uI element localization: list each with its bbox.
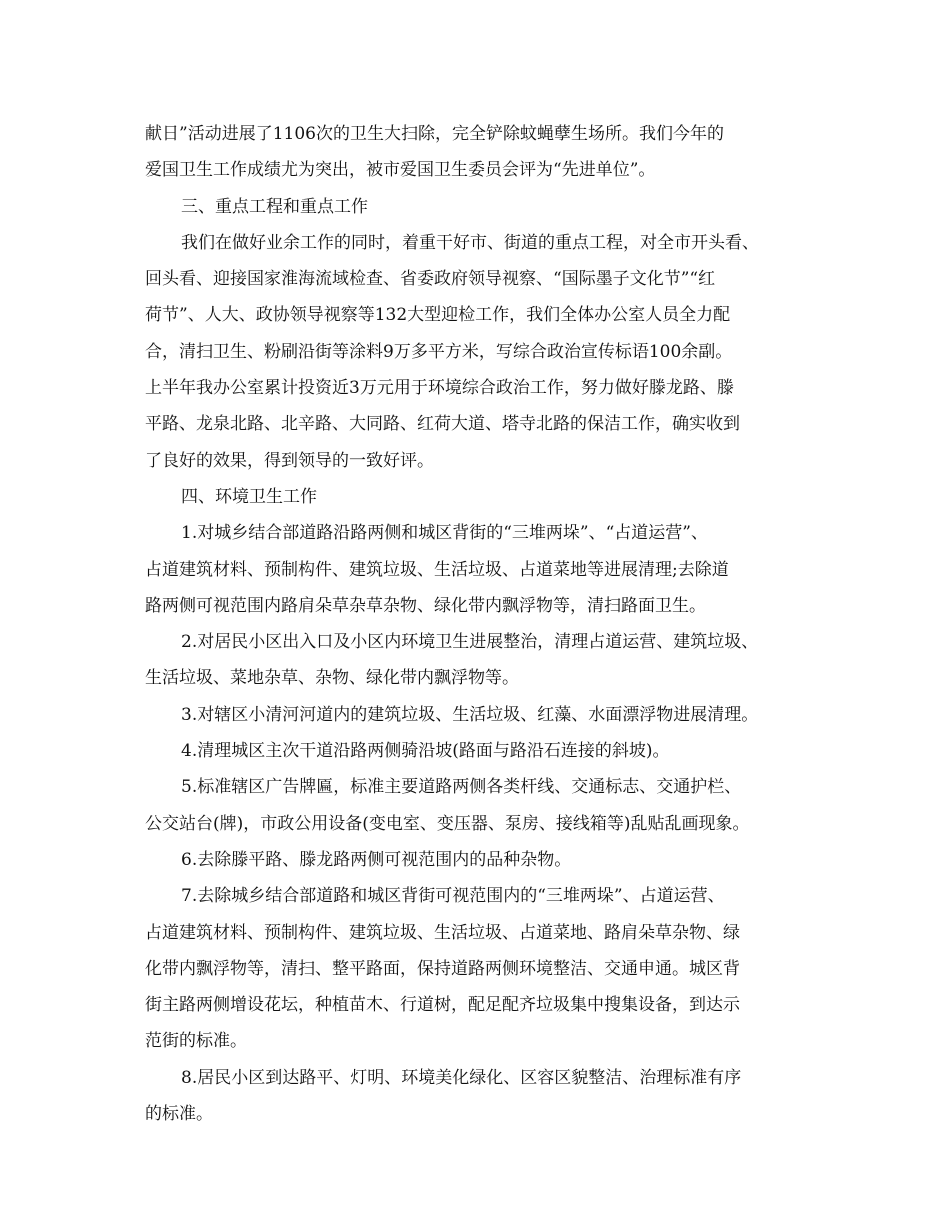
list-item-line: 公交站台(牌)，市政公用设备(变电室、变压器、泵房、接线箱等)乱贴乱画现象。 (145, 813, 750, 834)
list-item-line: 占道建筑材料、预制构件、建筑垃圾、生活垃圾、占道菜地等进展清理;去除道 (145, 559, 729, 580)
body-text-line: 献日”活动进展了1106次的卫生大扫除，完全铲除蚊蝇孽生场所。我们今年的 (145, 124, 724, 144)
body-text-line: 平路、龙泉北路、北辛路、大同路、红荷大道、塔寺北路的保洁工作，确实收到 (145, 414, 740, 435)
list-item-line: 范街的标准。 (145, 1031, 247, 1052)
list-item-line: 8.居民小区到达路平、灯明、环境美化绿化、区容区貌整洁、治理标准有序 (181, 1067, 742, 1088)
list-item-line: 街主路两侧增设花坛，种植苗木、行道树，配足配齐垃圾集中搜集设备，到达示 (145, 995, 740, 1016)
body-text-line: 合，清扫卫生、粉刷沿街等涂料9万多平方米，写综合政治宣传标语100余副。 (145, 341, 733, 362)
list-item-line: 路两侧可视范围内路肩朵草杂草杂物、绿化带内飘浮物等，清扫路面卫生。 (145, 595, 706, 616)
document-body (145, 116, 815, 1132)
section-heading: 三、重点工程和重点工作 (181, 196, 368, 217)
list-item-line: 3.对辖区小清河河道内的建筑垃圾、生活垃圾、红藻、水面漂浮物进展清理。 (181, 704, 759, 725)
list-item-line: 生活垃圾、菜地杂草、杂物、绿化带内飘浮物等。 (145, 668, 519, 689)
body-text-line: 回头看、迎接国家淮海流域检查、省委政府领导视察、“国际墨子文化节”“红 (145, 269, 716, 290)
list-item-line: 的标准。 (145, 1104, 213, 1125)
list-item-line: 7.去除城乡结合部道路和城区背街可视范围内的“三堆两垛”、占道运营、 (181, 886, 725, 907)
list-item-line: 2.对居民小区出入口及小区内环境卫生进展整治，清理占道运营、建筑垃圾、 (181, 632, 759, 653)
body-text-line: 荷节”、人大、政协领导视察等132大型迎检工作，我们全体办公室人员全力配 (145, 305, 731, 326)
body-text-line: 爱国卫生工作成绩尤为突出，被市爱国卫生委员会评为“先进单位”。 (145, 160, 656, 181)
section-heading: 四、环境卫生工作 (181, 486, 317, 507)
list-item-line: 4.清理城区主次干道沿路两侧骑沿坡(路面与路沿石连接的斜坡)。 (181, 741, 670, 762)
body-text-line: 了良好的效果，得到领导的一致好评。 (145, 450, 434, 471)
list-item-line: 5.标准辖区广告牌匾，标准主要道路两侧各类杆线、交通标志、交通护栏、 (181, 777, 742, 798)
list-item-line: 占道建筑材料、预制构件、建筑垃圾、生活垃圾、占道菜地、路肩朵草杂物、绿 (145, 922, 740, 943)
list-item-line: 1.对城乡结合部道路沿路两侧和城区背街的“三堆两垛”、“占道运营”、 (181, 523, 708, 544)
body-text-line: 上半年我办公室累计投资近3万元用于环境综合政治工作，努力做好滕龙路、滕 (145, 378, 734, 399)
list-item-line: 6.去除滕平路、滕龙路两侧可视范围内的品种杂物。 (181, 849, 572, 870)
list-item-line: 化带内飘浮物等，清扫、整平路面，保持道路两侧环境整洁、交通申通。城区背 (145, 958, 740, 979)
body-text-line: 我们在做好业余工作的同时，着重干好市、街道的重点工程，对全市开头看、 (181, 232, 759, 253)
